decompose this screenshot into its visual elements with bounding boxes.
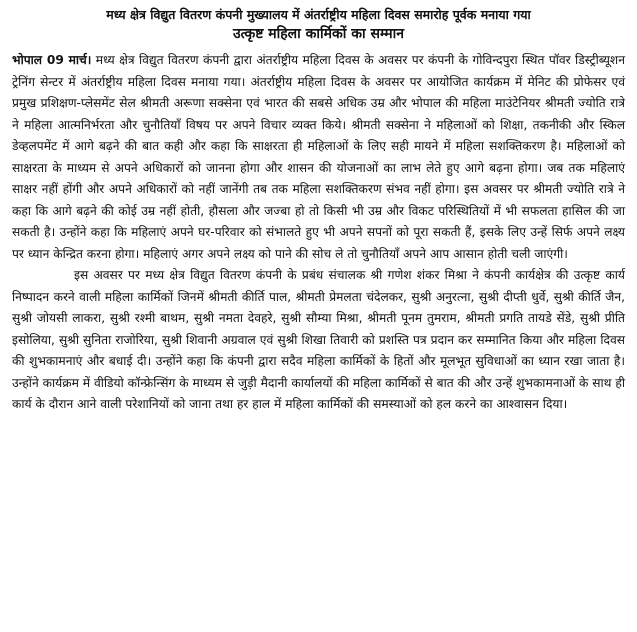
paragraph-1 [12,50,625,265]
subheadline: उत्कृष्ट महिला कार्मिकों का सम्मान [233,26,404,42]
paragraph-2: इस अवसर पर मध्य क्षेत्र विद्युत वितरण कंपनी के प्रबंध संचालक श्री गणेश शंकर मिश्रा ने कंपनी कार्यक्षेत्र की उत्कृष्ट कार्य निष्पादन करने वाली महिला कार्मिकों जिनमें श्रीमती कीर्ति पाल, श्रीमती प्रेमलता चंदेलकर, सुश्री अनुरत्ना, सुश्री दीप्ती धुर्वे, सुश्री कीर्ति जैन, सुश्री जोयसी लाकरा, सुश्री रश्मी बाथम, सुश्री नमता देवहरे, सुश्री सौम्या मिश्रा, श्रीमती पूनम तुमराम, श्रीमती प्रगति तायडे सेंडे, सुश्री प्रीति इसोलिया, सुश्री सुनिता राजोरिया, सुश्री शिवानी अग्रवाल एवं सुश्री शिखा तिवारी को प्रशस्ति पत्र प्रदान कर सम्मानित किया और महिला दिवस की शुभकामनाएं और बधाई दी। उन्होंने कहा कि कंपनी द्वारा सदैव महिला कार्मिकों के हितों और मूलभूत सुविधाओं का ध्यान रखा जाता है। उन्होंने कार्यक्रम में वीडियो कॉन्फ्रेन्सिंग के माध्यम से जुड़ी मैदानी कार्यालयों की महिला कार्मिकों से बात की और उन्हें शुभकामनाओं के साथ ही कार्य के दौरान आने वाली परेशानियों को जाना तथा हर हाल में महिला कार्मिकों की समस्याओं को हल करने का आश्वासन दिया। [12,268,626,411]
paragraph-1-text: मध्य क्षेत्र विद्युत वितरण कंपनी द्वारा अंतर्राष्ट्रीय महिला दिवस के अवसर पर कंपनी के गोविन्दपुरा स्थित पॉवर डिस्ट्रीब्यूशन ट्रेनिंग सेन्टर में अंतर्राष्ट्रीय महिला दिवस मनाया गया। अंतर्राष्ट्रीय महिला दिवस के अवसर पर आयोजित कार्यक्रम में मेनिट की प्रोफेसर एवं प्रमुख प्रशिक्षण-प्लेसमेंट सेल श्रीमती अरूणा सक्सेना एवं भारत की सबसे अधिक उम्र और भोपाल की महिला माउंटेनियर श्रीमती ज्योति रात्रे ने महिला आत्मनिर्भरता और चुनौतियाँ विषय पर अपने विचार व्यक्त किये। श्रीमती सक्सेना ने महिलाओं को शिक्षा, तकनीकी और स्किल डेव्हलपमेंट में आगे बढ़ने की बात कही और कहा कि साक्षरता ही महिलाओं के लिए सही मायने में महिला सशक्तिकरण है। महिलाओं को साक्षरता के माध्यम से अपने अधिकारों को जानना होगा और शासन की योजनाओं का लाभ लेते हुए आगे बढ़ना होगा। जब तक महिलाएं साक्षर नहीं होंगी और अपने अधिकारों को नहीं जानेंगी तब तक महिला सशक्तिकरण संभव नहीं होगा। इस अवसर पर श्रीमती ज्योति रात्रे ने कहा कि आगे बढ़ने की कोई उम्र नहीं होती, हौसला और जज्बा हो तो किसी भी उम्र और विकट परिस्थितियों में भी सफलता हासिल की जा सकती है। उन्होंने कहा कि महिलाएं अपने घर-परिवार को संभालते हुए भी अपने सपनों को पूरा सकती हैं, इसके लिए उन्हें सिर्फ अपने लक्ष्य पर ध्यान केन्द्रित करना होगा। महिलाएं अगर अपने लक्ष्य को पाने की सोच ले तो चुनौतियाँ अपने आप आसान होती चली जाएंगी। [12,53,625,261]
dateline: भोपाल 09 मार्च। [12,53,92,67]
headline: मध्य क्षेत्र विद्युत वितरण कंपनी मुख्यालय में अंतर्राष्ट्रीय महिला दिवस समारोह पूर्वक मनाया गया [106,7,531,22]
